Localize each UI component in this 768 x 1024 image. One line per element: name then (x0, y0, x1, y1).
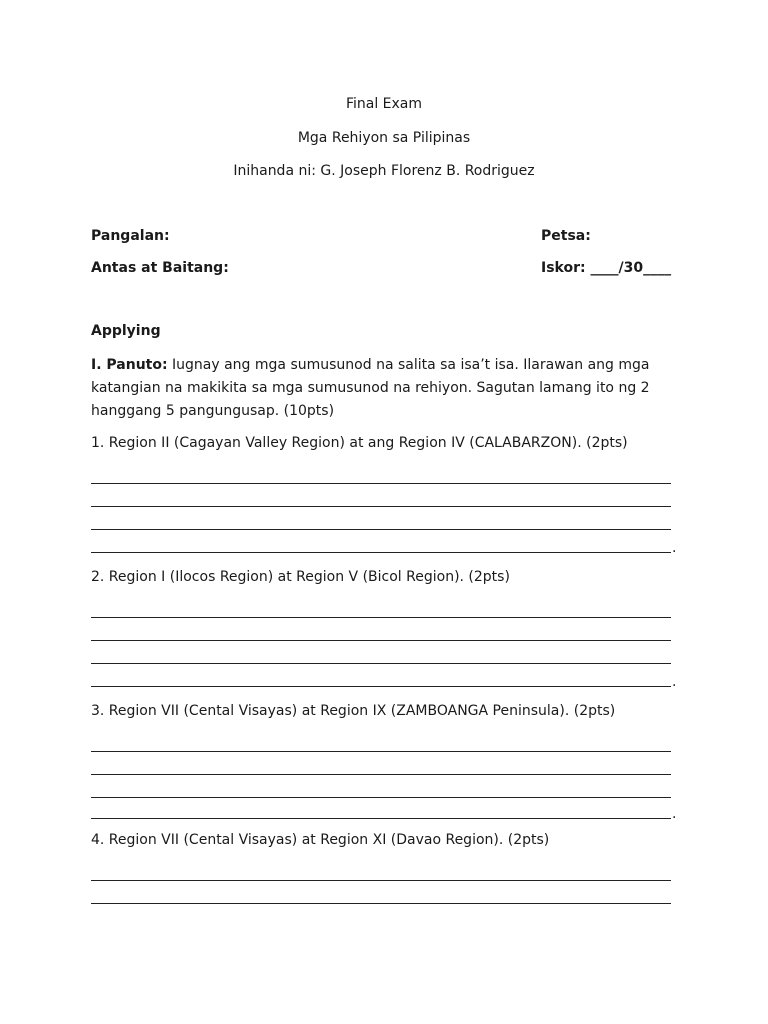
question-2: 2. Region I (Ilocos Region) at Region V (Bicol Region). (2pts) (91, 569, 510, 585)
answer-line[interactable] (91, 506, 671, 507)
answer-line[interactable] (91, 483, 671, 484)
name-label: Pangalan: (91, 228, 170, 244)
question-4: 4. Region VII (Cental Visayas) at Region XI (Davao Region). (2pts) (91, 832, 550, 848)
instructions-text: Iugnay ang mga sumusunod na salita sa isa’t isa. Ilarawan ang mga katangian na makikita sa mga sumusunod na rehiyon. Sagutan lamang ito ng 2 hanggang 5 pangungusap. (10pts) (91, 357, 650, 419)
line-end-mark: . (672, 806, 677, 822)
answer-line[interactable] (91, 751, 671, 752)
instructions-label: I. Panuto: (91, 357, 168, 373)
line-end-mark: . (672, 540, 677, 556)
answer-line[interactable] (91, 529, 671, 530)
answer-line[interactable] (91, 686, 671, 687)
answer-line[interactable] (91, 552, 671, 553)
answer-line[interactable] (91, 818, 671, 819)
instructions (91, 354, 691, 423)
answer-line[interactable] (91, 640, 671, 641)
grade-label: Antas at Baitang: (91, 260, 229, 276)
exam-title: Final Exam (345, 96, 423, 112)
score-label: Iskor: ____/30____ (541, 260, 672, 276)
line-end-mark: . (672, 674, 677, 690)
question-3: 3. Region VII (Cental Visayas) at Region IX (ZAMBOANGA Peninsula). (2pts) (91, 703, 616, 719)
answer-line[interactable] (91, 663, 671, 664)
answer-line[interactable] (91, 797, 671, 798)
date-label: Petsa: (541, 228, 591, 244)
exam-subtitle: Mga Rehiyon sa Pilipinas (297, 130, 471, 146)
question-1: 1. Region II (Cagayan Valley Region) at ang Region IV (CALABARZON). (2pts) (91, 435, 628, 451)
answer-line[interactable] (91, 880, 671, 881)
prepared-by: Inihanda ni: G. Joseph Florenz B. Rodriguez (233, 163, 535, 179)
answer-line[interactable] (91, 903, 671, 904)
answer-line[interactable] (91, 617, 671, 618)
answer-line[interactable] (91, 774, 671, 775)
section-heading: Applying (91, 323, 161, 339)
